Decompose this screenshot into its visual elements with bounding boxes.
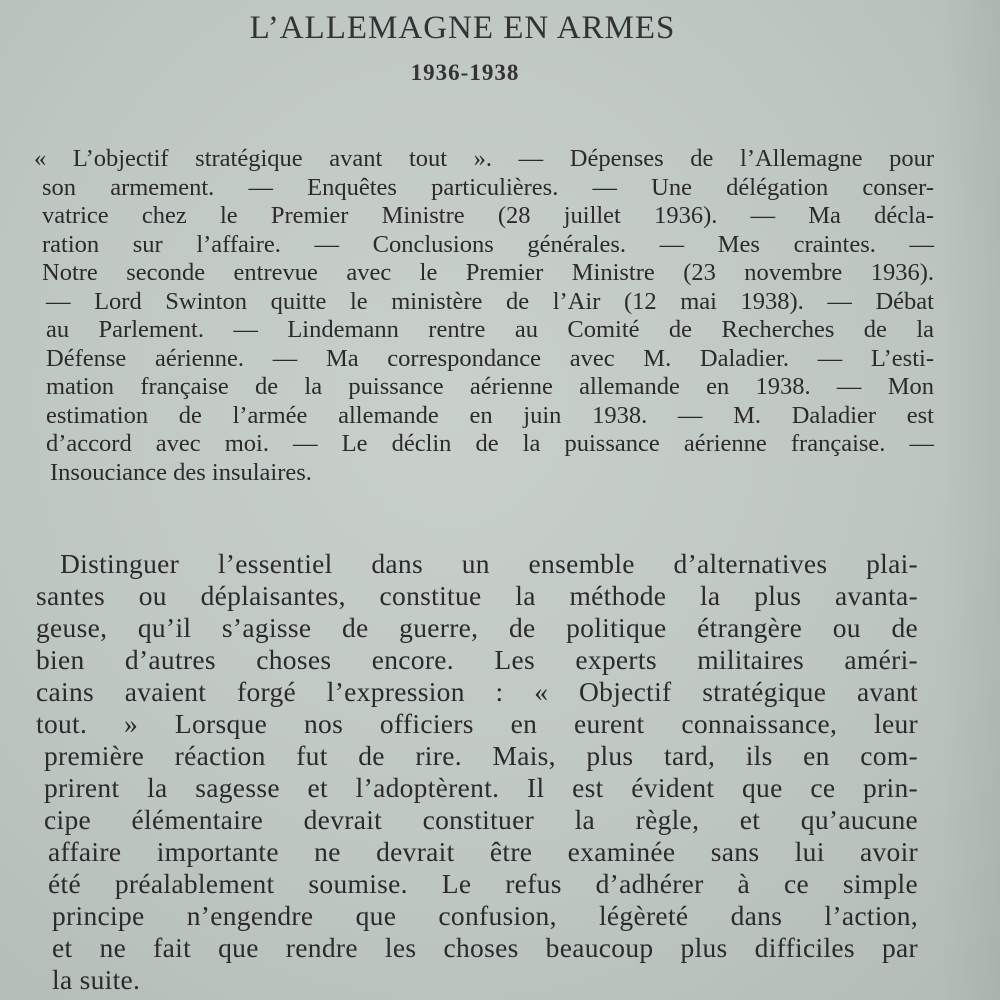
body-line: geuse, qu’il s’agisse de guerre, de politique étrangère ou de: [36, 612, 918, 643]
summary-line: Défense aérienne. — Ma correspondance avec M. Daladier. — L’esti-: [46, 344, 934, 372]
body-paragraph: [36, 548, 918, 996]
body-line: santes ou déplaisantes, constitue la méthode la plus avanta-: [36, 580, 918, 611]
summary-line: son armement. — Enquêtes particulières. — Une délégation conser-: [42, 173, 934, 201]
body-line: principe n’engendre que confusion, légèreté dans l’action,: [52, 900, 918, 931]
summary-line: d’accord avec moi. — Le déclin de la puissance aérienne française. —: [46, 430, 934, 457]
body-line: été préalablement soumise. Le refus d’adhérer à ce simple: [48, 868, 918, 899]
body-line: prirent la sagesse et l’adoptèrent. Il est évident que ce prin-: [44, 772, 918, 803]
summary-line: mation française de la puissance aérienne allemande en 1938. — Mon: [46, 373, 934, 400]
summary-line: au Parlement. — Lindemann rentre au Comité de Recherches de la: [46, 316, 934, 343]
summary-line: Notre seconde entrevue avec le Premier Ministre (23 novembre 1936).: [42, 259, 934, 286]
body-line: cipe élémentaire devrait constituer la règle, et qu’aucune: [44, 804, 918, 835]
chapter-title: L’ALLEMAGNE EN ARMES: [249, 10, 676, 46]
summary-line: estimation de l’armée allemande en juin 1938. — M. Daladier est: [46, 401, 934, 429]
body-line: cains avaient forgé l’expression : « Objectif stratégique avant: [36, 676, 918, 707]
body-line: la suite.: [52, 964, 141, 995]
body-line: tout. » Lorsque nos officiers en eurent connaissance, leur: [36, 708, 918, 739]
summary-line: ration sur l’affaire. — Conclusions générales. — Mes craintes. —: [42, 230, 934, 258]
summary-line: vatrice chez le Premier Ministre (28 juillet 1936). — Ma décla-: [42, 202, 934, 229]
body-line: bien d’autres choses encore. Les experts militaires améri-: [36, 644, 918, 675]
summary-line: « L’objectif stratégique avant tout ». — Dépenses de l’Allemagne pour: [34, 145, 934, 172]
page-shadow: [940, 0, 1000, 1000]
body-line: Distinguer l’essentiel dans un ensemble d’alternatives plai-: [60, 548, 918, 579]
chapter-summary: [34, 145, 934, 487]
body-line: première réaction fut de rire. Mais, plus tard, ils en com-: [44, 740, 918, 771]
body-line: affaire importante ne devrait être examinée sans lui avoir: [48, 836, 918, 867]
summary-line: — Lord Swinton quitte le ministère de l’Air (12 mai 1938). — Débat: [46, 287, 934, 315]
body-line: et ne fait que rendre les choses beaucoup plus difficiles par: [52, 932, 918, 963]
summary-line: Insouciance des insulaires.: [50, 458, 312, 486]
chapter-years: 1936-1938: [410, 60, 520, 85]
